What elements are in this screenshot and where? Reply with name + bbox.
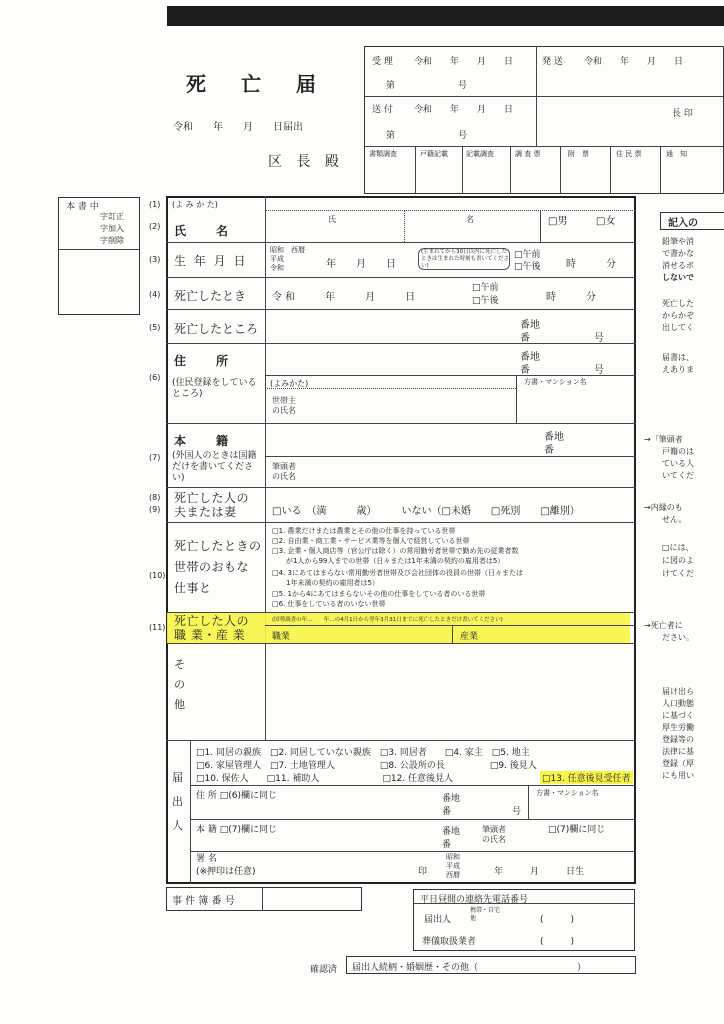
household-occupation-option-3b: が1人から99人までの世帯（日々または1年未満の契約の雇用者は5）: [272, 557, 505, 565]
surname-label: 氏: [328, 215, 336, 224]
industry-label: 産業: [460, 632, 479, 642]
note-4-line-2: 戸籍のは: [662, 447, 694, 456]
informant-seal-mark: 印: [418, 867, 428, 877]
row-number-2: (2): [149, 222, 161, 231]
contact-phone-title: 平日昼間の連絡先電話番号: [420, 895, 529, 905]
informant-katagaki: 方書・マンション名: [536, 789, 599, 797]
contact-mobile-label: 携帯・自宅 他: [470, 907, 501, 922]
female-checkbox[interactable]: □女: [596, 216, 616, 227]
honseki-note: (外国人のときは国籍だけを書いてください): [172, 451, 257, 483]
contact-informant-phone[interactable]: ( ): [540, 915, 575, 925]
note-4-line-3: ている人: [662, 459, 694, 468]
row-number-6: (6): [149, 373, 161, 382]
honseki-label: 本 籍: [174, 434, 231, 448]
note-6-line-3: けてくだ: [662, 569, 694, 578]
note-6-line-1: □には、: [662, 543, 694, 552]
informant-birth-ymd: 年 月 日生: [494, 867, 585, 877]
row-number-1: (1): [149, 200, 161, 209]
note-8-line-6: 法律に基: [662, 747, 694, 756]
note-1-line-3: 消せるボ: [662, 261, 694, 270]
household-occupation-option-5[interactable]: □5. 1から4にあてはまらないその他の仕事をしている者のいる世帯: [272, 590, 486, 598]
receipt-date: 令和 年 月 日: [414, 57, 514, 67]
note-8-line-2: 人口動態: [662, 699, 694, 708]
household-occupation-option-2[interactable]: □2. 自由業・商工業・サービス業等を個人で経営している世帯: [272, 537, 470, 545]
scan-edge-bar: [167, 6, 724, 26]
contact-funeral-label: 葬儀取扱業者: [422, 937, 477, 947]
household-occupation-option-3[interactable]: □3. 企業・個人商店等（官公庁は除く）の常用勤労者世帯で勤め先の従業者数: [272, 547, 519, 555]
row-number-3: (3): [149, 255, 161, 264]
note-6-line-2: に図のよ: [662, 556, 694, 565]
confirm-label: 確認済: [310, 965, 338, 975]
informant-label: 届 出 人: [172, 771, 183, 832]
note-5-line-2: せん。: [662, 515, 687, 524]
check-col-7: 通 知: [666, 150, 687, 158]
note-7-line-2: ださい。: [662, 633, 694, 642]
given-name-label: 名: [466, 215, 474, 224]
row-number-10: (10): [149, 571, 166, 580]
birth-pm-checkbox[interactable]: □午後: [514, 262, 541, 272]
death-am-checkbox[interactable]: □午前: [472, 283, 499, 293]
honseki-hittousha-label: 筆頭者 の氏名: [272, 462, 296, 481]
send-out-label: 発 送: [542, 57, 563, 67]
note-2-line-1: 死亡した: [662, 299, 694, 308]
notes-head: 記入の: [668, 218, 698, 229]
informant-relation-option-13[interactable]: □13. 任意後見受任者: [540, 771, 633, 784]
note-8-line-3: に基づく: [662, 711, 694, 720]
address-banchi: 番地: [520, 352, 540, 363]
informant-relation-row-2[interactable]: □6. 家屋管理人 □7. 土地管理人 □8. 公設所の長 □9. 後見人: [196, 761, 537, 771]
row-number-11: (11): [149, 623, 166, 632]
row-number-5: (5): [149, 323, 161, 332]
row-number-4: (4): [149, 290, 161, 299]
birth-time-note: (生まれてから30日以内に死亡したときは生まれた時刻も書いてください): [421, 249, 510, 269]
note-2-line-2: からかぞ: [662, 311, 694, 320]
death-date: 令 和 年 月 日: [272, 292, 416, 303]
check-col-6: 住 民 票: [616, 150, 642, 158]
note-2-line-3: 出してく: [662, 323, 694, 332]
honseki-banchi: 番地: [544, 432, 564, 443]
note-7-line-1: →死亡者に: [644, 621, 683, 630]
informant-honseki-ban: 番: [442, 840, 452, 850]
correction-line-2: 字加入: [100, 224, 124, 233]
check-col-4: 調 査 票: [515, 150, 541, 158]
chief-seal-label: 長 印: [672, 109, 693, 119]
birth-am-checkbox[interactable]: □午前: [514, 250, 541, 260]
note-4-line-4: いてくだ: [662, 471, 694, 480]
informant-address-go: 号: [512, 807, 522, 817]
note-8-line-8: にも用い: [662, 771, 694, 780]
death-pm-checkbox[interactable]: □午後: [472, 296, 499, 306]
check-col-2: 戸籍記載: [420, 150, 448, 158]
informant-honseki-label[interactable]: 本 籍 □(7)欄に同じ: [196, 825, 277, 835]
note-8-line-1: 届け出ら: [662, 687, 694, 696]
household-occupation-option-4b: 1年未満の契約の雇用者は5）: [272, 579, 379, 587]
informant-relation-row-1[interactable]: □1. 同居の親族 □2. 同居していない親族 □3. 同居者 □4. 家主 □5. 地主: [196, 748, 530, 758]
household-occupation-option-1[interactable]: □1. 農業だけまたは農業とその他の仕事を持っている世帯: [272, 527, 456, 535]
birth-date-label: 生 年 月 日: [174, 254, 248, 268]
correction-box: [58, 197, 140, 315]
household-occupation-label: 死亡したときの 世帯のおもな 仕事と: [174, 539, 262, 595]
household-occupation-option-6[interactable]: □6. 仕事をしている者のいない世帯: [272, 600, 386, 608]
note-5-line-1: →内縁のも: [644, 503, 683, 512]
death-place-label: 死亡したところ: [174, 322, 259, 336]
male-checkbox[interactable]: □男: [548, 216, 568, 227]
job-label: 職業: [272, 632, 291, 642]
death-time-label: 死亡したとき: [174, 289, 247, 303]
spouse-options[interactable]: □いる （満 歳） いない（□未婚 □死別 □離別）: [272, 506, 580, 517]
note-8-line-4: 厚生労働: [662, 723, 694, 732]
death-place-banchi: 番地: [520, 320, 540, 331]
row-number-7: (7): [149, 453, 161, 462]
death-place-ban: 番: [520, 333, 530, 344]
yomikata-label: (よ み か た): [172, 200, 218, 209]
correction-line-3: 字削除: [100, 236, 124, 245]
check-col-1: 書類調査: [369, 150, 397, 158]
household-head-label: 世帯主 の氏名: [272, 396, 296, 415]
spouse-label: 死亡した人の 夫または妻: [174, 491, 250, 519]
forward-number: 第 号: [386, 131, 468, 141]
correction-line-1: 字訂正: [100, 212, 124, 221]
send-out-date: 令和 年 月 日: [584, 57, 684, 67]
filing-date-line: 令和 年 月 日届出: [173, 122, 303, 133]
receipt-label: 受 理: [372, 57, 393, 67]
name-label: 氏 名: [174, 224, 231, 238]
office-use-table: [364, 46, 724, 194]
note-8-line-7: 登録（厚: [662, 759, 694, 768]
death-place-go: 号: [594, 333, 604, 344]
contact-funeral-phone[interactable]: ( ): [540, 937, 575, 947]
address-go: 号: [594, 365, 604, 376]
note-4-line-1: →「筆頭者: [644, 435, 683, 444]
address-ban: 番: [520, 365, 530, 376]
job-industry-label: 死亡した人の 職 業・産 業: [174, 614, 250, 642]
note-3-line-1: 届書は、: [662, 353, 694, 362]
other-label: そ の 他: [174, 658, 185, 711]
address-note: (住民登録をしているところ): [172, 378, 257, 399]
informant-address-ban: 番: [442, 807, 452, 817]
informant-birth-era: 昭和 平成 西暦: [446, 853, 460, 879]
receipt-number: 第 号: [386, 81, 468, 91]
note-8-line-5: 登録等の: [662, 735, 694, 744]
informant-signature-label: 署 名 (※押印は任意): [196, 854, 256, 877]
address-label: 住 所: [174, 354, 231, 368]
job-note: (国勢調査の年… 年…の4月1日から翌年3月31日までに死亡したときだけ書いてください): [272, 617, 503, 623]
informant-hittousha-label: 筆頭者 の氏名: [482, 825, 506, 844]
confirm-value: 届出人続柄・婚姻歴・その他（ ）: [352, 963, 587, 973]
informant-address-banchi: 番地: [442, 794, 461, 804]
informant-honseki-banchi: 番地: [442, 827, 461, 837]
note-1-line-1: 鉛筆や消: [662, 237, 694, 246]
check-col-3: 記載調査: [466, 150, 494, 158]
case-number-label: 事 件 簿 番 号: [172, 896, 235, 907]
household-occupation-option-4[interactable]: □4. 3にあてはまらない常用勤労者世帯及び会社団体の役員の世帯（日々または: [272, 569, 523, 577]
informant-relation-row-3[interactable]: □10. 保佐人 □11. 補助人 □12. 任意後見人: [196, 774, 454, 784]
check-col-5: 附 票: [568, 150, 589, 158]
row-number-9: (9): [149, 505, 161, 514]
address-katagaki: 方書・マンション名: [524, 378, 587, 386]
row-number-8: (8): [149, 493, 161, 502]
form-title: 死 亡 届: [186, 72, 330, 96]
ward-chief-line: 区 長 殿: [268, 154, 344, 170]
birth-era-options: 昭和 西暦 平成 令和: [270, 246, 305, 272]
contact-informant-label: 届出人: [424, 915, 452, 925]
forward-label: 送 付: [372, 105, 393, 115]
birth-hour-minute: 時 分: [566, 259, 616, 270]
death-hour-minute: 時 分: [546, 292, 596, 303]
address-yomikata: (よみかた): [270, 379, 309, 388]
note-1-line-2: で書かな: [662, 249, 694, 258]
honseki-ban: 番: [544, 445, 554, 456]
forward-date: 令和 年 月 日: [414, 105, 514, 115]
informant-address-label[interactable]: 住 所 □(6)欄に同じ: [196, 791, 277, 801]
birth-ymd: 年 月 日: [326, 259, 396, 270]
informant-hittousha-same7[interactable]: □(7)欄に同じ: [548, 825, 606, 835]
note-3-line-2: えありま: [662, 365, 694, 374]
note-1-line-4: しないで: [662, 273, 694, 282]
correction-title: 本 書 中: [66, 202, 99, 212]
